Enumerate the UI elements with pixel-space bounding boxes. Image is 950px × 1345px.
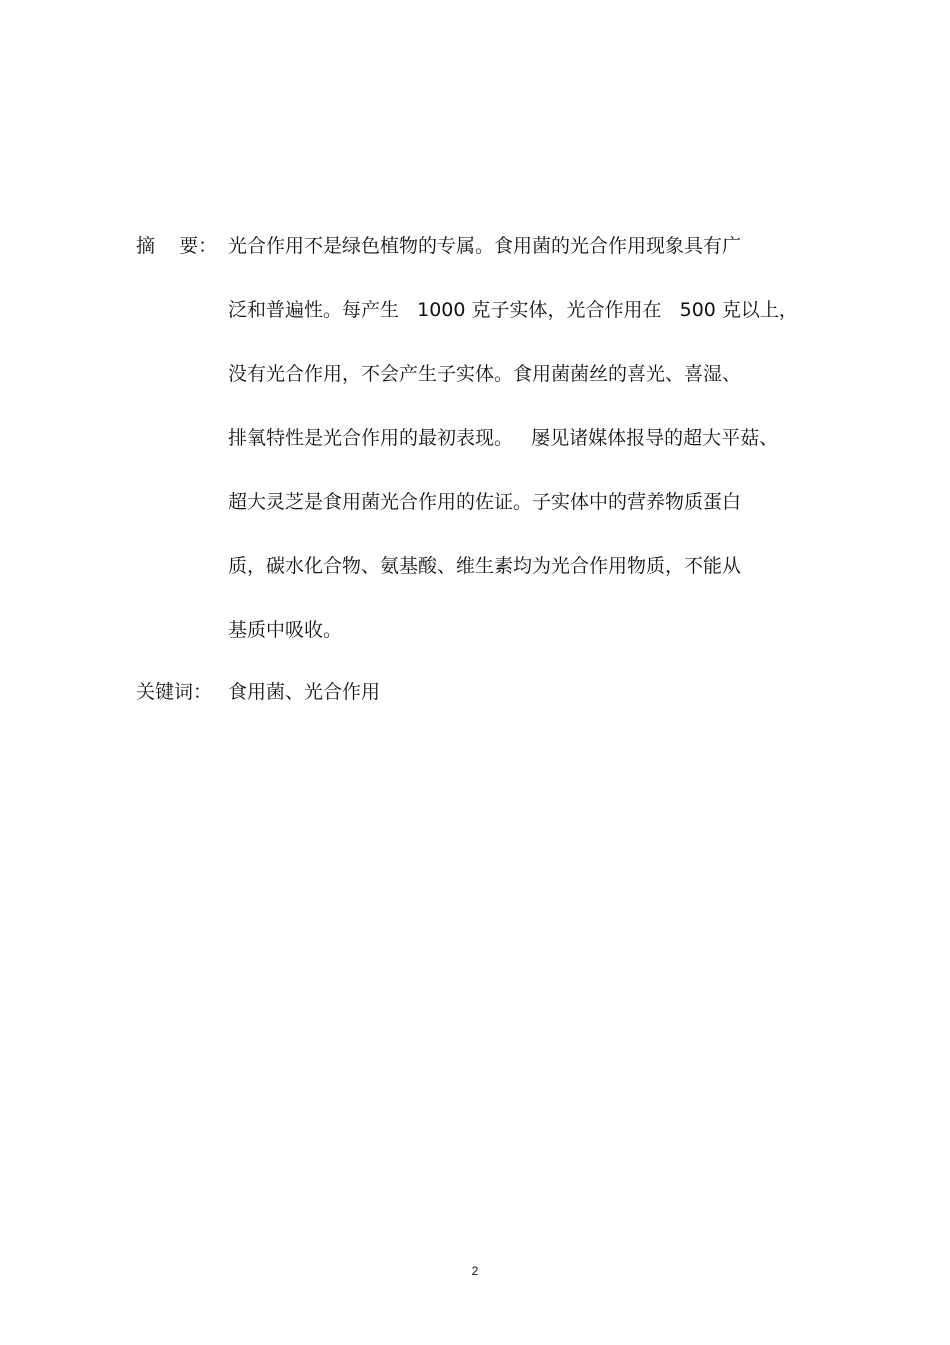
keywords-section [136,676,380,708]
keywords-label: 关键词： [136,681,213,703]
abstract-line: 泛和普遍性。每产生 1000 克子实体，光合作用在 500 克以上， [228,299,798,321]
abstract-line: 质，碳水化合物、氨基酸、维生素均为光合作用物质，不能从 [228,555,742,577]
keywords-value: 食用菌、光合作用 [228,681,381,703]
abstract-line: 基质中吸收。 [228,619,343,641]
abstract-line: 超大灵芝是食用菌光合作用的佐证。子实体中的营养物质蛋白 [228,491,742,513]
abstract-line: 光合作用不是绿色植物的专属。食用菌的光合作用现象具有广 [228,235,742,257]
abstract-line: 没有光合作用，不会产生子实体。食用菌菌丝的喜光、喜湿、 [228,363,742,385]
abstract-line: 排氧特性是光合作用的最初表现。 屡见诸媒体报导的超大平菇、 [228,427,779,449]
abstract-label: 摘 要： [136,235,218,257]
page-number: 2 [471,1264,479,1278]
abstract-body [228,230,848,678]
